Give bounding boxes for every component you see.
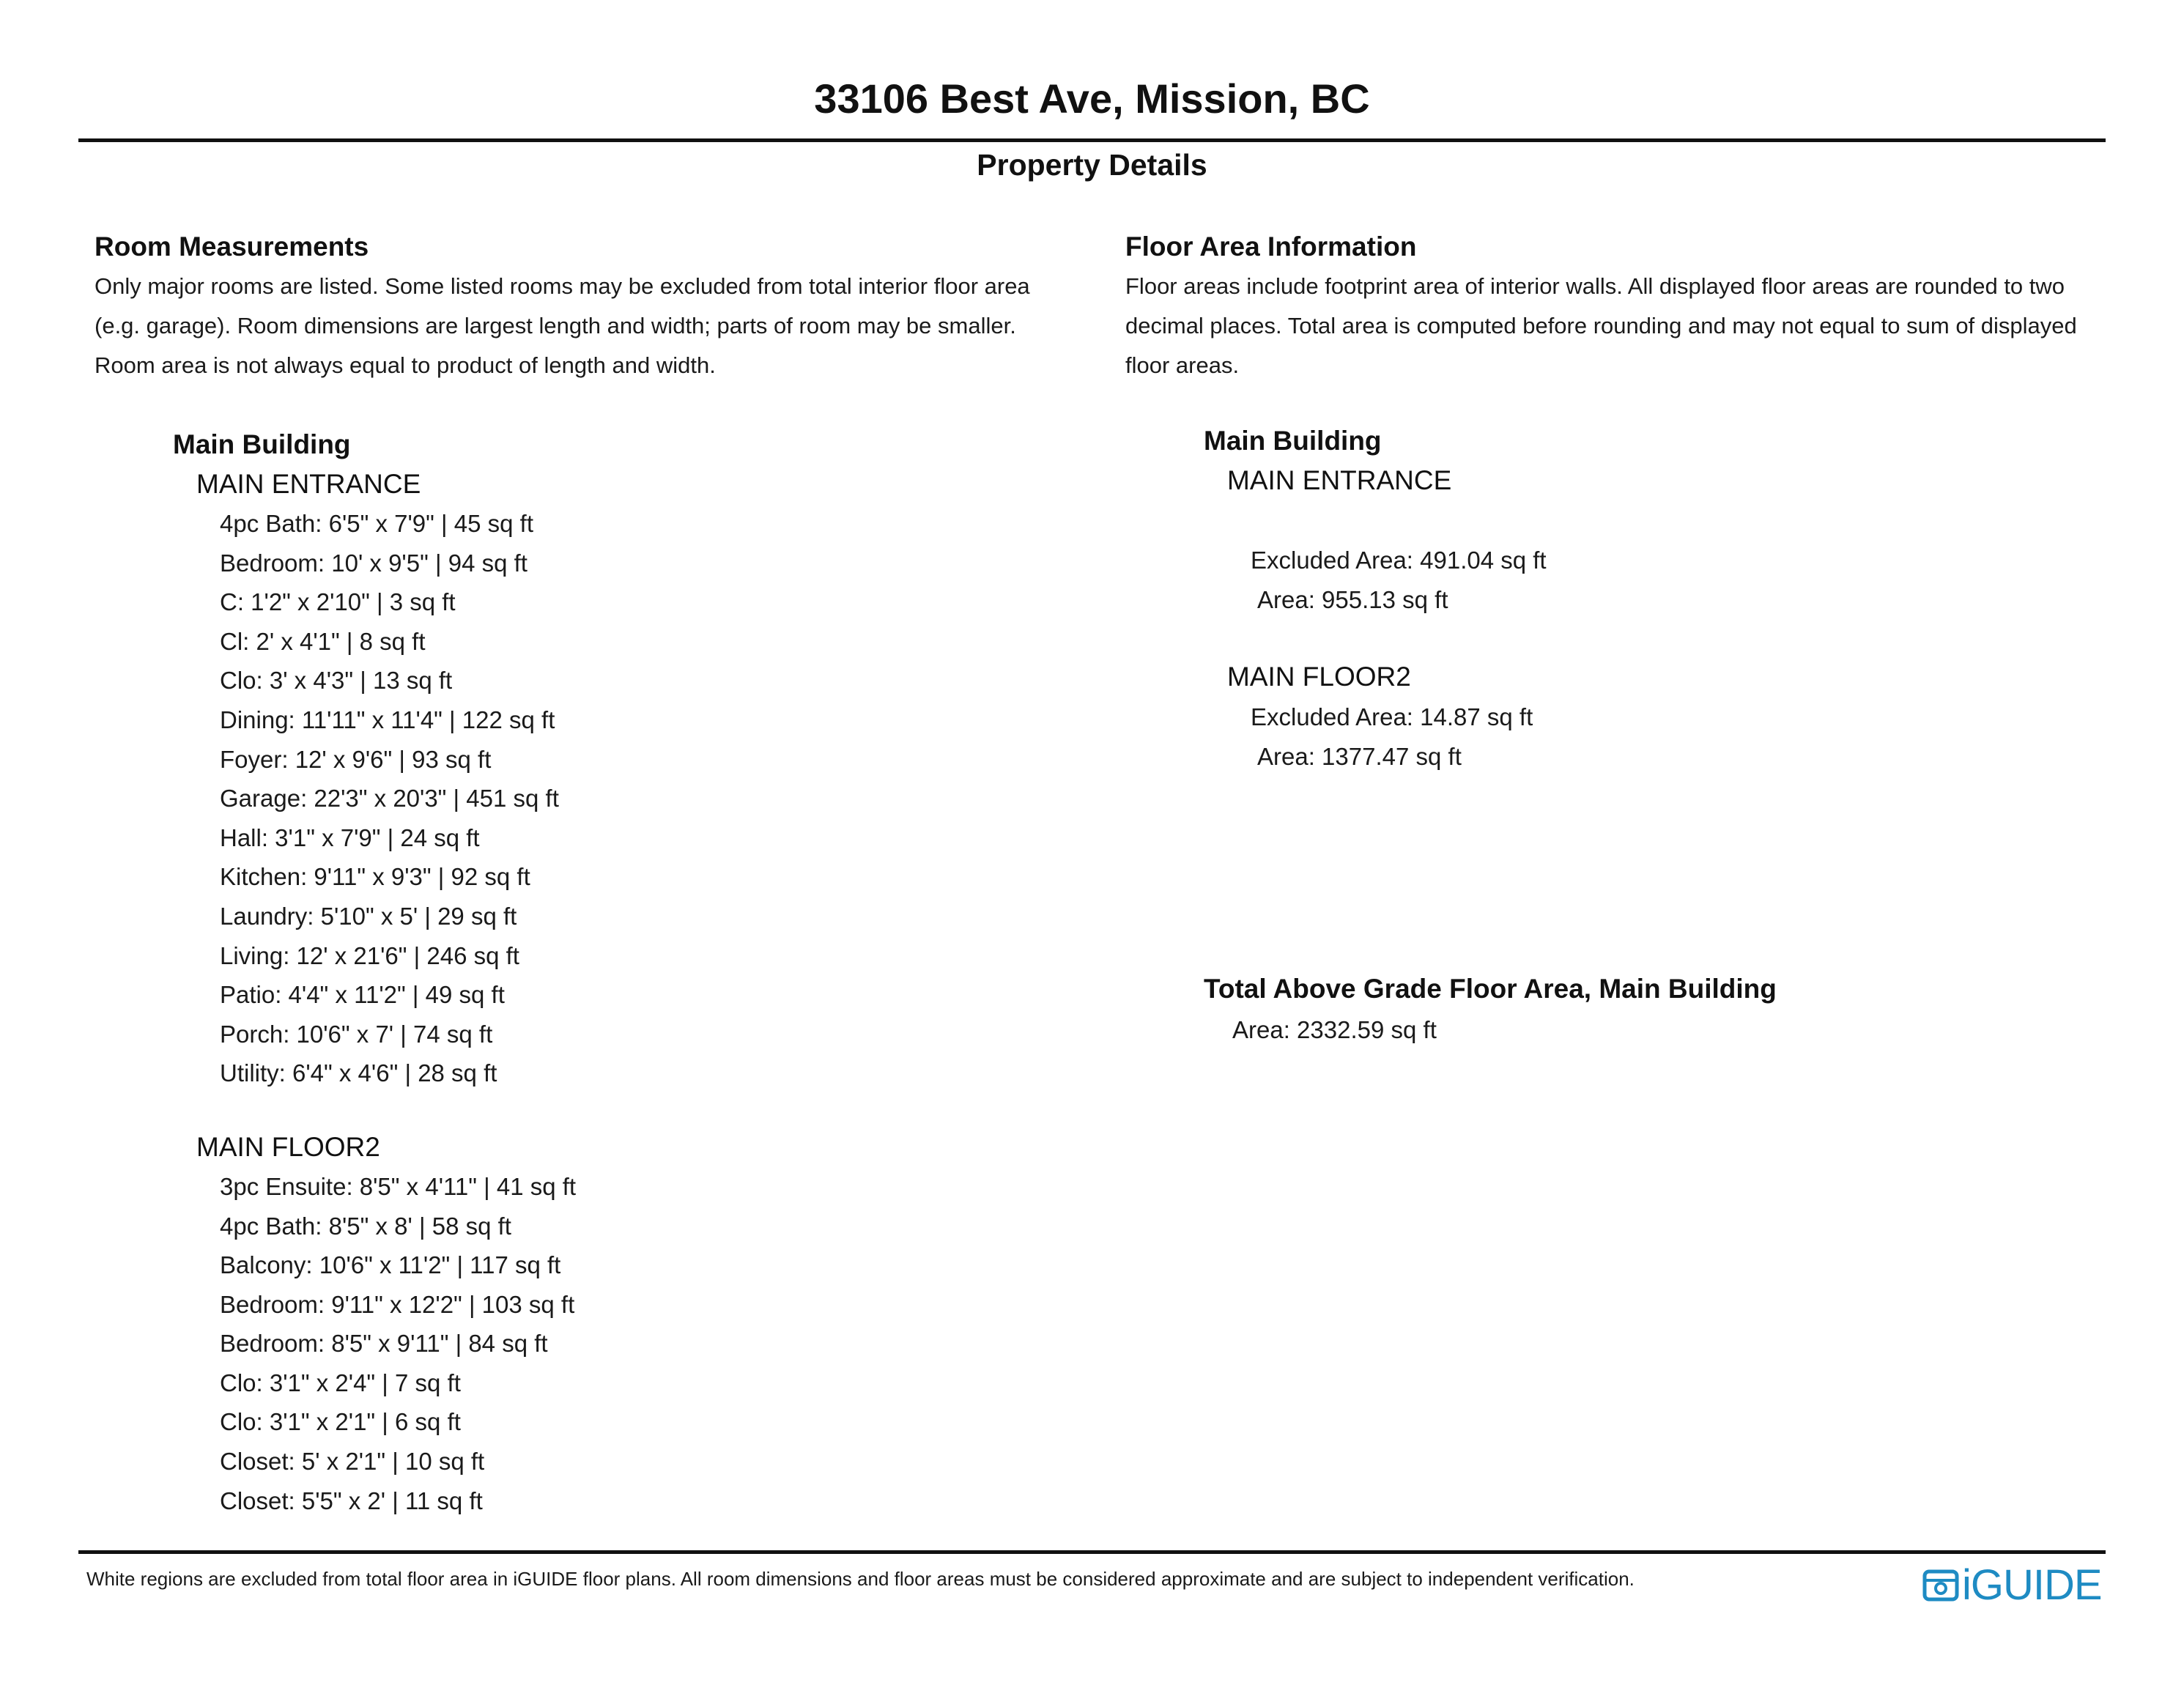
footer-divider: [78, 1550, 2106, 1554]
room-item: 4pc Bath: 6'5" x 7'9" | 45 sq ft: [220, 510, 534, 537]
room-item: Clo: 3'1" x 2'4" | 7 sq ft: [220, 1369, 461, 1396]
room-item: Dining: 11'11" x 11'4" | 122 sq ft: [220, 706, 555, 733]
floor-area-value: Area: 1377.47 sq ft: [1257, 743, 1462, 770]
room-item: Bedroom: 8'5" x 9'11" | 84 sq ft: [220, 1330, 548, 1358]
description-line: Room area is not always equal to product of length and width.: [95, 352, 716, 378]
room-item: Utility: 6'4" x 4'6" | 28 sq ft: [220, 1059, 497, 1087]
description-line: Only major rooms are listed. Some listed rooms may be excluded from total interior floor area: [95, 273, 1030, 299]
floor-area-section: [1125, 229, 2129, 385]
room-item: C: 1'2" x 2'10" | 3 sq ft: [220, 588, 456, 616]
room-item: Living: 12' x 21'6" | 246 sq ft: [220, 941, 519, 969]
room-item: Laundry: 5'10" x 5' | 29 sq ft: [220, 902, 517, 930]
floor-area-heading: Floor Area Information: [1125, 232, 1417, 262]
page-title: 33106 Best Ave, Mission, BC: [814, 75, 1370, 122]
floor-area-floor-heading: MAIN ENTRANCE: [1227, 465, 1452, 495]
room-item: Balcony: 10'6" x 11'2" | 117 sq ft: [220, 1251, 561, 1279]
header-divider: [78, 138, 2106, 142]
room-item: Closet: 5'5" x 2' | 11 sq ft: [220, 1487, 483, 1514]
floor-heading: MAIN FLOOR2: [196, 1131, 380, 1162]
room-list: [220, 1167, 1106, 1520]
building-heading: Main Building: [1204, 426, 1382, 456]
room-item: Bedroom: 10' x 9'5" | 94 sq ft: [220, 549, 528, 577]
excluded-area-value: Excluded Area: 491.04 sq ft: [1251, 547, 1547, 574]
room-item: Hall: 3'1" x 7'9" | 24 sq ft: [220, 823, 480, 851]
room-measurements-description: [95, 267, 1080, 385]
room-item: 4pc Bath: 8'5" x 8' | 58 sq ft: [220, 1212, 511, 1240]
floor-heading: MAIN ENTRANCE: [196, 469, 421, 499]
floor-block-main-entrance: [196, 466, 1106, 1093]
room-item: Closet: 5' x 2'1" | 10 sq ft: [220, 1448, 485, 1476]
room-measurements-section: [95, 229, 1106, 1520]
description-line: (e.g. garage). Room dimensions are largest length and width; parts of room may be smaller.: [95, 313, 1016, 338]
excluded-area-value: Excluded Area: 14.87 sq ft: [1251, 703, 1533, 730]
page-subtitle: Property Details: [977, 148, 1207, 182]
room-building-block: [173, 426, 1106, 1520]
room-item: 3pc Ensuite: 8'5" x 4'11" | 41 sq ft: [220, 1172, 577, 1200]
room-item: Bedroom: 9'11" x 12'2" | 103 sq ft: [220, 1290, 575, 1318]
description-line: decimal places. Total area is computed before rounding and may not equal to sum of displayed: [1125, 313, 2077, 338]
floor-block-main-floor2: [196, 1129, 1106, 1520]
room-item: Garage: 22'3" x 20'3" | 451 sq ft: [220, 785, 559, 812]
total-area-value: Area: 2332.59 sq ft: [1232, 1016, 1437, 1043]
floor-area-description: [1125, 267, 2129, 385]
room-item: Patio: 4'4" x 11'2" | 49 sq ft: [220, 981, 505, 1009]
floor-area-building-block: [1204, 423, 1382, 459]
iguide-camera-icon: [1922, 1567, 1959, 1604]
description-line: floor areas.: [1125, 352, 1240, 378]
footer-disclaimer: White regions are excluded from total floor area in iGUIDE floor plans. All room dimensions and floor areas must be considered approximate and are subject to independent verification.: [86, 1568, 1635, 1590]
room-item: Porch: 10'6" x 7' | 74 sq ft: [220, 1020, 493, 1048]
room-item: Cl: 2' x 4'1" | 8 sq ft: [220, 627, 426, 655]
total-area-heading: Total Above Grade Floor Area, Main Building: [1204, 974, 1777, 1004]
description-line: Floor areas include footprint area of interior walls. All displayed floor areas are rounded to two: [1125, 273, 2065, 299]
floor-area-floor-heading: MAIN FLOOR2: [1227, 662, 1411, 692]
room-item: Kitchen: 9'11" x 9'3" | 92 sq ft: [220, 863, 530, 891]
room-list: [220, 504, 1106, 1093]
floor-area-value: Area: 955.13 sq ft: [1257, 586, 1448, 613]
room-item: Clo: 3' x 4'3" | 13 sq ft: [220, 667, 453, 695]
room-measurements-heading: Room Measurements: [95, 232, 369, 262]
iguide-logo: [1922, 1563, 2102, 1607]
iguide-logo-text: iGUIDE: [1962, 1561, 2102, 1609]
room-item: Foyer: 12' x 9'6" | 93 sq ft: [220, 745, 492, 773]
building-heading: Main Building: [173, 429, 351, 459]
room-item: Clo: 3'1" x 2'1" | 6 sq ft: [220, 1408, 461, 1436]
